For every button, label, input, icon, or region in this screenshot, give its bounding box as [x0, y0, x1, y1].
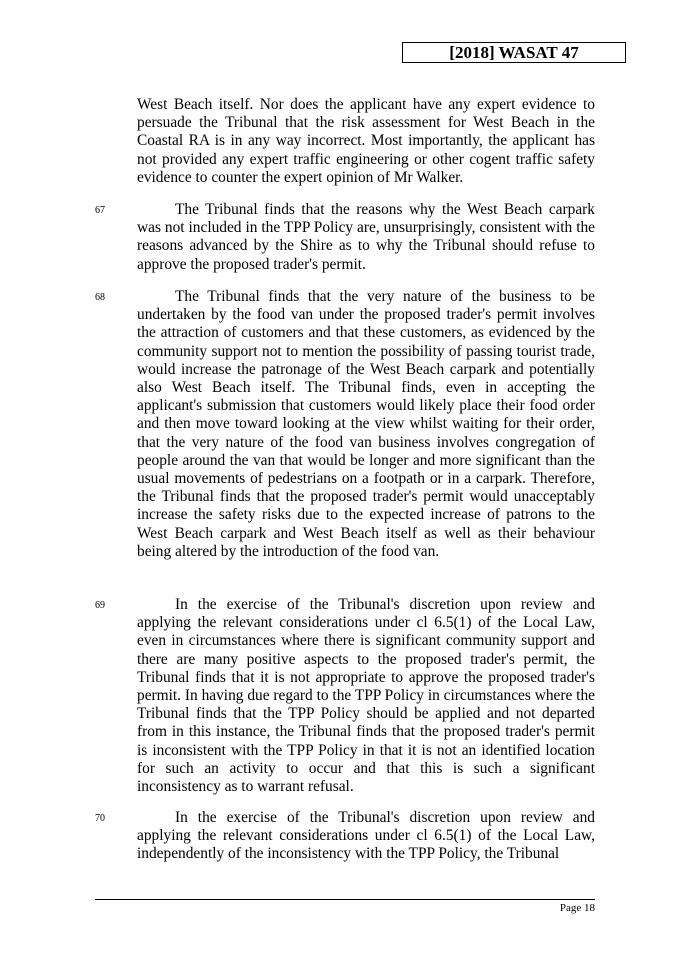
paragraph-text: The Tribunal finds that the reasons why the West Beach carpark was not included in the TPP Policy are, unsurprisingly, consistent with the reasons advanced by the Shire as to why the Tribunal should refuse to approve the proposed trader's permit. [137, 201, 595, 273]
paragraph-number: 69 [95, 600, 105, 611]
paragraph-70 [137, 809, 595, 864]
paragraph-text: In the exercise of the Tribunal's discretion upon review and applying the relevant considerations under cl 6.5(1) of the Local Law, even in circumstances where there is significant community support and there are many positive aspects to the proposed trader's permit, the Tribunal finds that it is not appropriate to approve the proposed trader's permit. In having due regard to the TPP Policy in circumstances where the Tribunal finds that the TPP Policy should be applied and not departed from in this instance, the Tribunal finds that the proposed trader's permit is inconsistent with the TPP Policy in that it is not an identified location for such an activity to occur and that this is such a significant inconsistency as to warrant refusal. [137, 596, 595, 796]
footer-divider [95, 899, 595, 900]
paragraph-text: West Beach itself. Nor does the applicant have any expert evidence to persuade the Tribunal that the risk assessment for West Beach in the Coastal RA is in any way incorrect. Most importantly, the applicant has not provided any expert traffic engineering or other cogent traffic safety evidence to counter the expert opinion of Mr Walker. [137, 96, 595, 186]
paragraph-68 [137, 288, 595, 561]
paragraph-number: 67 [95, 205, 105, 216]
page-number: Page 18 [559, 902, 595, 914]
paragraph-67 [137, 201, 595, 274]
paragraph-text: The Tribunal finds that the very nature of the business to be undertaken by the food van under the proposed trader's permit involves the attraction of customers and that these customers, as evidenced by the community support not to mention the possibility of passing tourist trade, would increase the patronage of the West Beach carpark and potentially also West Beach itself. The Tribunal finds, even in accepting the applicant's submission that customers would likely place their food order and then move toward looking at the view whilst waiting for their order, that the very nature of the food van business involves congregation of people around the van that would be longer and more significant than the usual movements of pedestrians on a footpath or in a carpark. Therefore, the Tribunal finds that the proposed trader's permit would unacceptably increase the safety risks due to the expected increase of patrons to the West Beach carpark and West Beach itself as well as their behaviour being altered by the introduction of the food van. [137, 288, 595, 560]
paragraph-text: In the exercise of the Tribunal's discretion upon review and applying the relevant considerations under cl 6.5(1) of the Local Law, independently of the inconsistency with the TPP Policy, the Tribunal [137, 809, 595, 863]
paragraph-continuation [137, 96, 595, 187]
case-citation: [2018] WASAT 47 [402, 42, 626, 63]
paragraph-number: 70 [95, 813, 105, 824]
paragraph-number: 68 [95, 292, 105, 303]
paragraph-69 [137, 596, 595, 796]
